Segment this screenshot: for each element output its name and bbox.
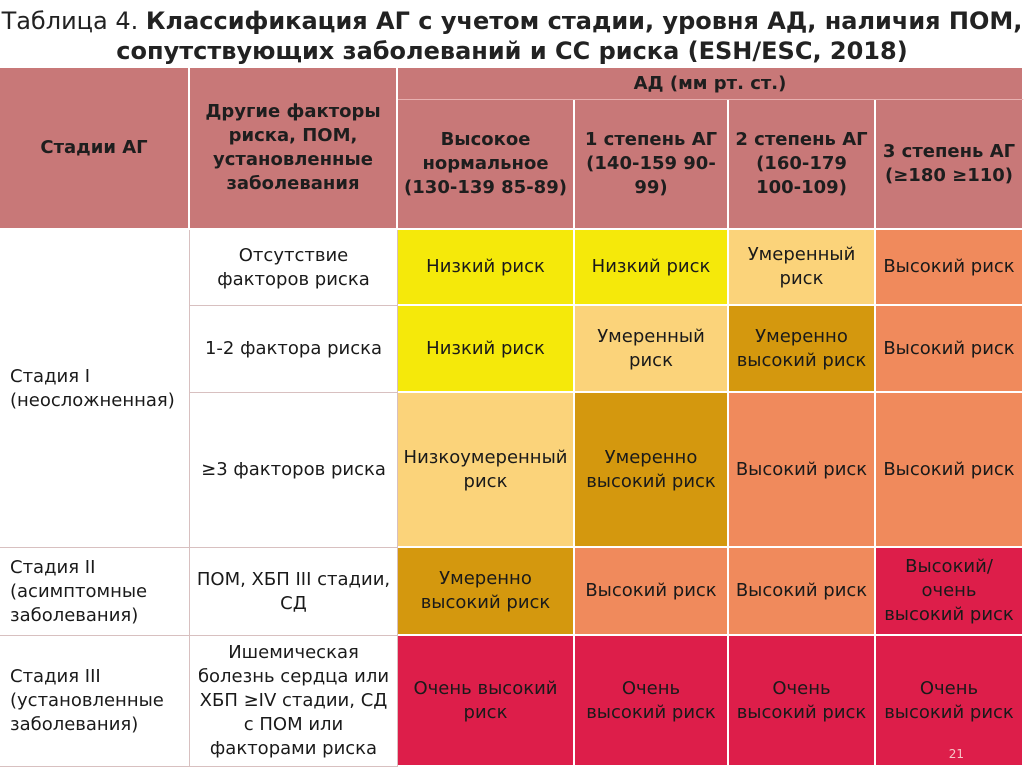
title-lead: Таблица 4. [1,7,139,35]
factor-ihd: Ишемическая болезнь сердца или ХБП ≥IV стадии, СД с ПОМ или факторами риска [190,636,398,767]
risk-cell: Низкий риск [575,230,729,306]
risk-cell: Высокий риск [575,548,729,636]
risk-cell: Очень высокий риск [729,636,876,767]
title-line2: сопутствующих заболеваний и СС риска (ESH/ESC, 2018) [116,37,908,65]
risk-cell: Высокий риск [876,230,1024,306]
header-col-high-normal: Высокое нормальное (130-139 85-89) [398,100,575,230]
risk-cell: Умеренный риск [729,230,876,306]
factor-none: Отсутствие факторов риска [190,230,398,306]
header-stages: Стадии АГ [0,68,190,230]
risk-cell: Высокий/ очень высокий риск [876,548,1024,636]
risk-cell: Умеренно высокий риск [398,548,575,636]
factor-3-plus: ≥3 факторов риска [190,393,398,548]
header-bp-group: АД (мм рт. ст.) [398,68,1024,100]
risk-cell: Очень высокий риск [575,636,729,767]
risk-classification-table [0,68,1024,767]
stage-3: Стадия III (установленные заболевания) [0,636,190,767]
header-factors: Другие факторы риска, ПОМ, установленные заболевания [190,68,398,230]
factor-pom: ПОМ, ХБП III стадии, СД [190,548,398,636]
risk-cell: Очень высокий риск [398,636,575,767]
risk-cell: Низкий риск [398,230,575,306]
header-col-grade2: 2 степень АГ (160-179 100-109) [729,100,876,230]
risk-cell: Высокий риск [729,548,876,636]
risk-cell: Низкий риск [398,306,575,393]
risk-cell: Высокий риск [729,393,876,548]
table-title [0,0,1024,68]
risk-cell: Умеренно высокий риск [575,393,729,548]
risk-cell: Низкоумеренный риск [398,393,575,548]
header-col-grade1: 1 степень АГ (140-159 90-99) [575,100,729,230]
risk-cell: Очень высокий риск [876,636,1024,767]
stage-1: Стадия I (неосложненная) [0,230,190,548]
page-number: 21 [948,747,964,761]
stage-2: Стадия II (асимптомные заболевания) [0,548,190,636]
title-main: Классификация АГ с учетом стадии, уровня АД, наличия ПОМ, [145,7,1023,35]
risk-cell: Высокий риск [876,393,1024,548]
header-col-grade3: 3 степень АГ (≥180 ≥110) [876,100,1024,230]
factor-1-2: 1-2 фактора риска [190,306,398,393]
risk-cell: Умеренно высокий риск [729,306,876,393]
risk-cell: Умеренный риск [575,306,729,393]
risk-cell: Высокий риск [876,306,1024,393]
